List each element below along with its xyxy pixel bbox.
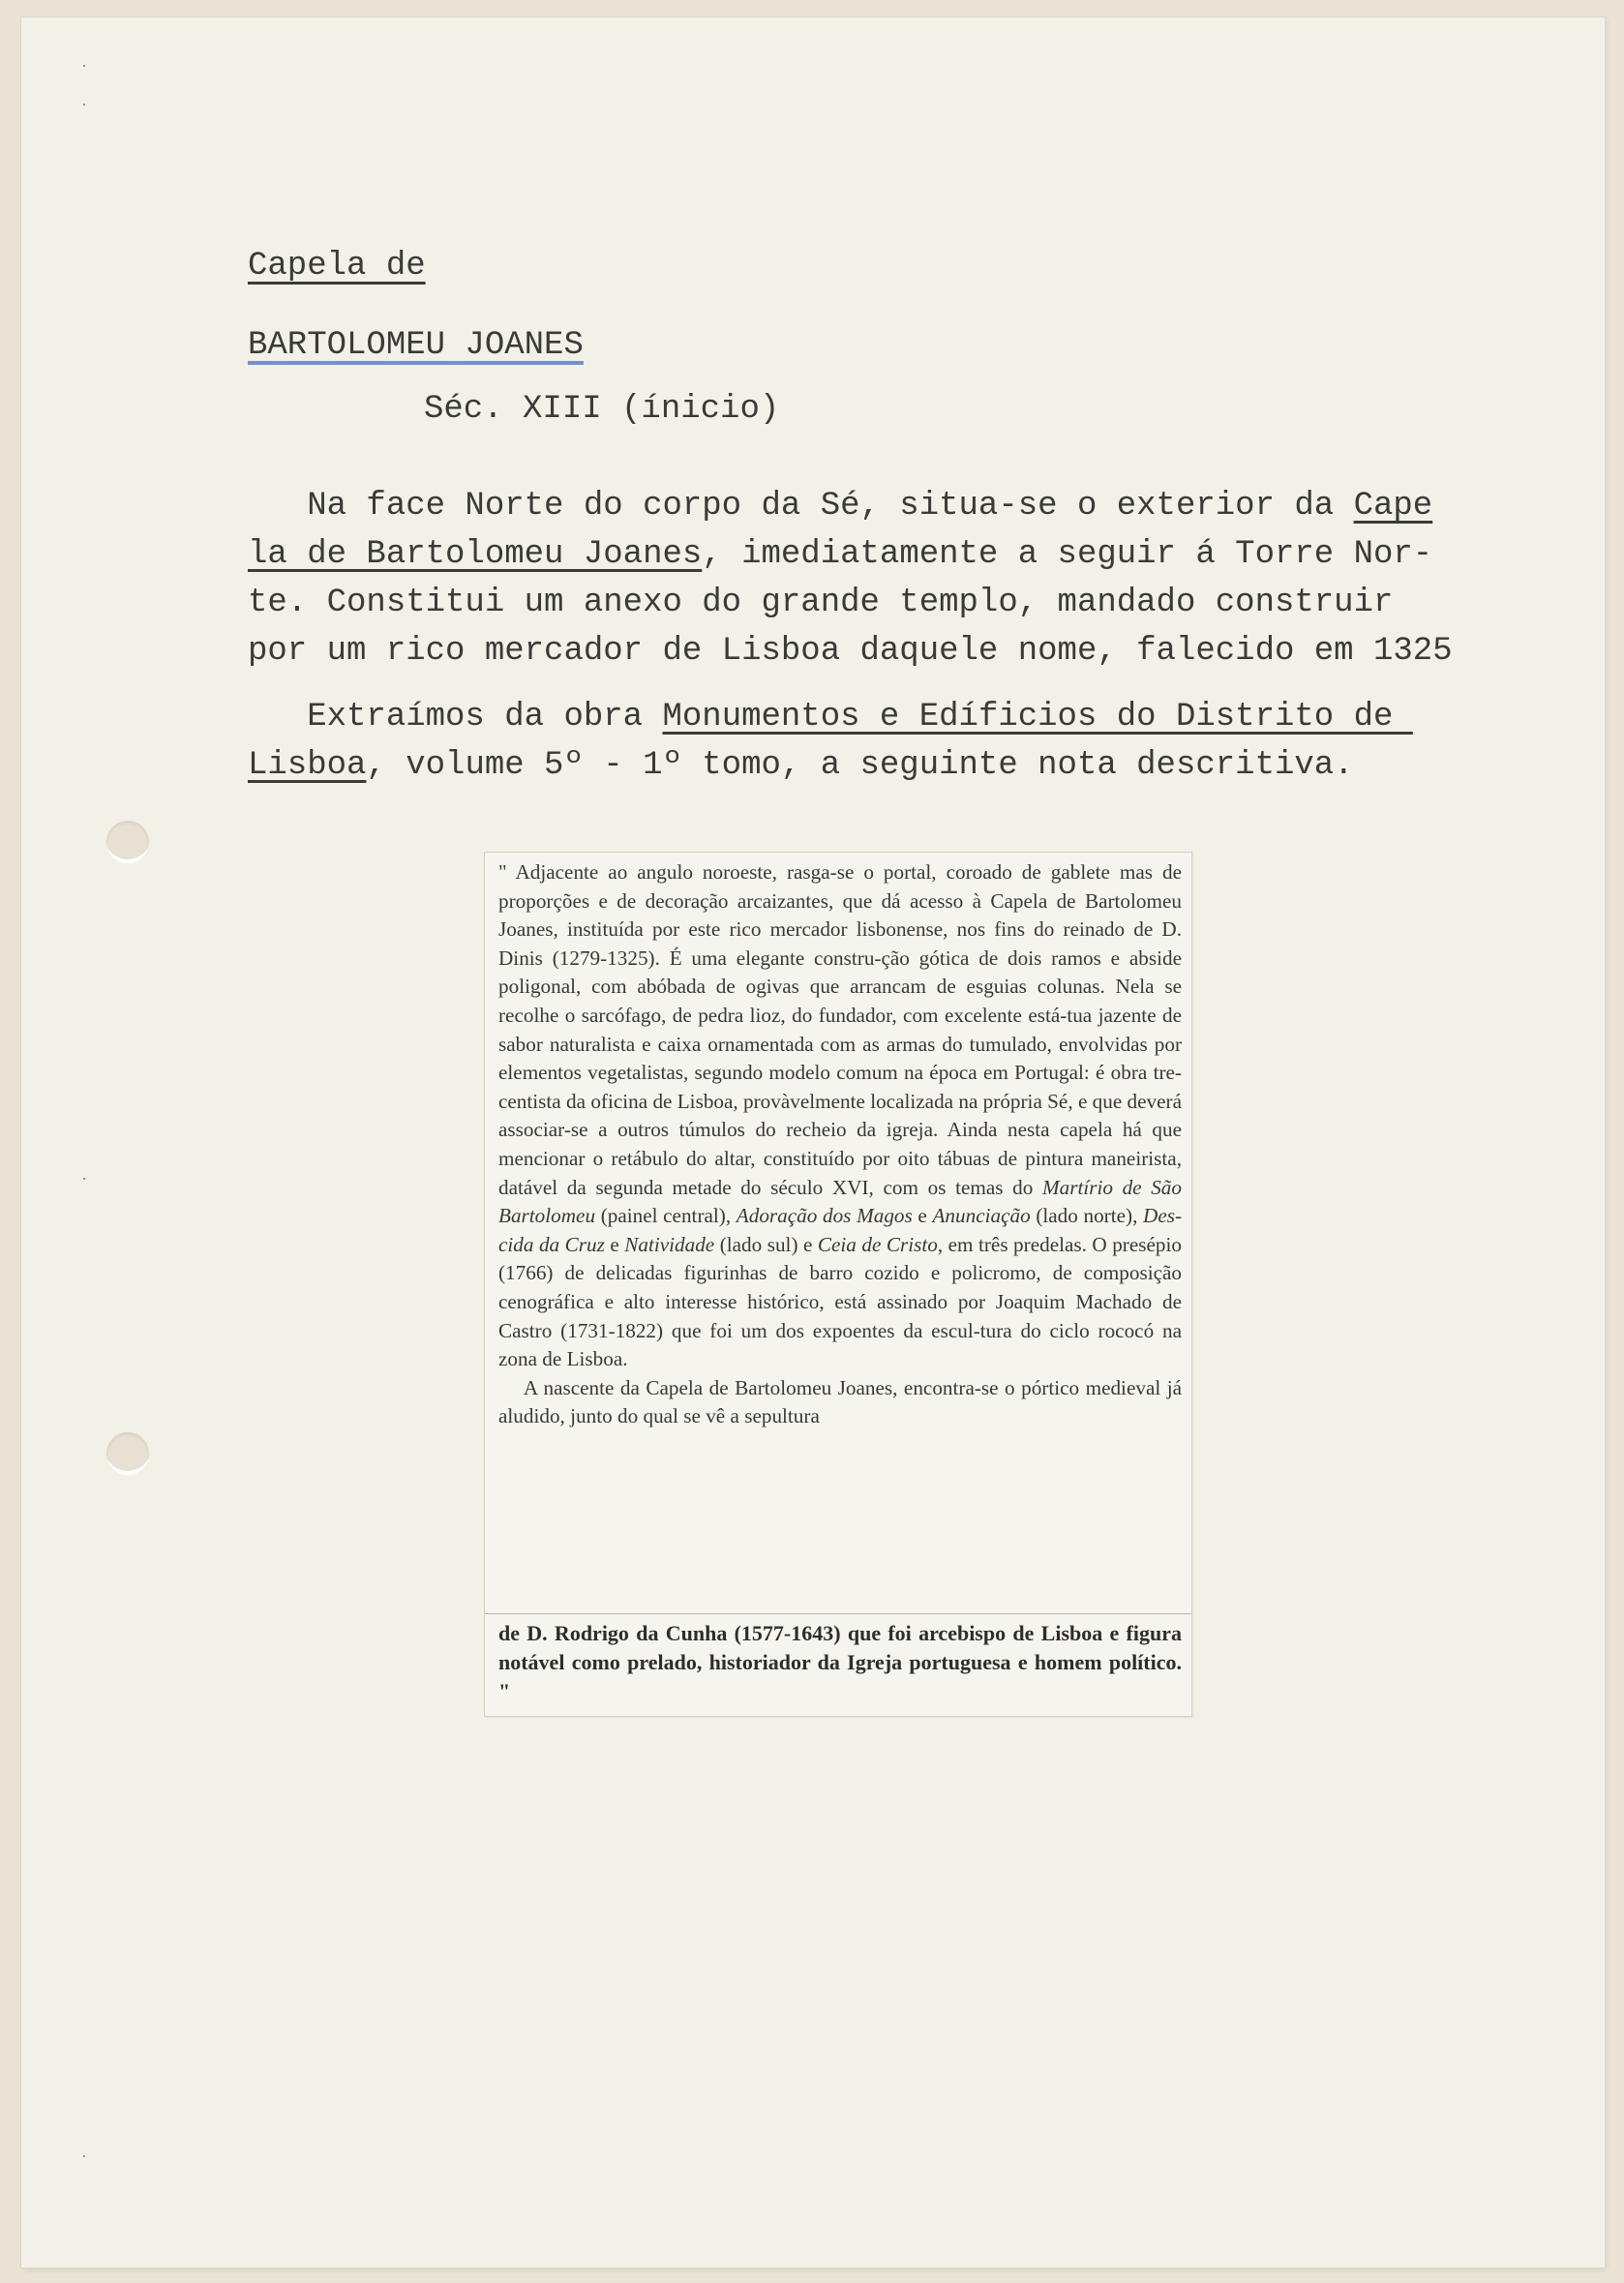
text-line: , volume 5º - 1º tomo, a seguinte nota descritiva. (366, 747, 1354, 784)
clipping-bold-paragraph: de D. Rodrigo da Cunha (1577-1643) que foi arcebispo de Lisboa e figura notável como prelado, historiador da Igreja portuguesa e homem político. " (498, 1621, 1182, 1703)
edge-mark: · (81, 95, 87, 114)
text-line: por um rico mercador de Lisboa daquele nome, falecido em 1325 (248, 633, 1453, 670)
chapel-heading: Capela de (248, 248, 426, 285)
edge-mark: · (81, 1169, 87, 1188)
clipping-second-paragraph: A nascente da Capela de Bartolomeu Joanes, encontra-se o pórtico medieval já aludido, junto do qual se vê a sepultura (498, 1375, 1182, 1428)
newspaper-clipping (484, 852, 1192, 1717)
edge-mark: · (81, 56, 87, 75)
punch-hole-top (106, 821, 149, 863)
text-line: Extraímos da obra (248, 699, 663, 736)
intro-paragraph (248, 482, 1453, 676)
clipping-cut-line (485, 1613, 1191, 1614)
edge-mark: · (81, 2147, 87, 2166)
book-title-cont: Lisboa (248, 747, 367, 784)
source-paragraph (248, 693, 1413, 790)
century-label: Séc. XIII (ínicio) (424, 391, 780, 428)
text-line: te. Constitui um anexo do grande templo, mandado construir (248, 585, 1394, 621)
underlined-text: Cape (1353, 488, 1433, 525)
chapel-name: BARTOLOMEU JOANES (248, 327, 584, 364)
text-line: Na face Norte do corpo da Sé, situa-se o exterior da (248, 488, 1354, 525)
text-line: , imediatamente a seguir á Torre Nor- (702, 536, 1433, 573)
punch-hole-bottom (106, 1432, 149, 1475)
underlined-text: la de Bartolomeu Joanes (248, 536, 703, 573)
book-title: Monumentos e Edíficios do Distrito de (662, 699, 1413, 736)
clipping-body: " Adjacente ao angulo noroeste, rasga-se o portal, coroado de gablete mas de proporções e de decoração arcaizantes, que dá acesso à Capela de Bartolomeu Joanes, instituída por este rico mercador lisbonense, nos fins do reinado de D. Dinis (1279-1325). É uma elegante constru-ção gótica de dois ramos e abside poligonal, com abóbada de ogivas que arrancam de esguias colunas. Nela se recolhe o sarcófago, de pedra lioz, do fundador, com excelente está-tua jazente de sabor naturalista e caixa ornamentada com as armas do tumulado, envolvidas por elementos vegetalistas, segundo modelo comum na época em Portugal: é obra tre-centista da oficina de Lisboa, provàvelmente localizada na própria Sé, e que deverá associar-se a outros túmulos do recheio da igreja. Ainda nesta capela há que mencionar o retábulo do altar, constituído por oito tábuas de pintura maneirista, datável da segunda metade do século XVI, com os temas do Martírio de São Bartolomeu (painel central), Adoração dos Magos e Anunciação (lado norte), Des-cida da Cruz e Natividade (lado sul) e Ceia de Cristo, em três predelas. O presépio (1766) de delicadas figurinhas de barro cozido e policromo, de composição cenográfica e alto interesse histórico, está assinado por Joaquim Machado de Castro (1731-1822) que foi um dos expoentes da escul-tura do ciclo rococó na zona de Lisboa. A nascente da Capela de Bartolomeu Joanes, encontra-se o pórtico medieval já aludido, junto do qual se vê a sepultura (498, 860, 1183, 1428)
